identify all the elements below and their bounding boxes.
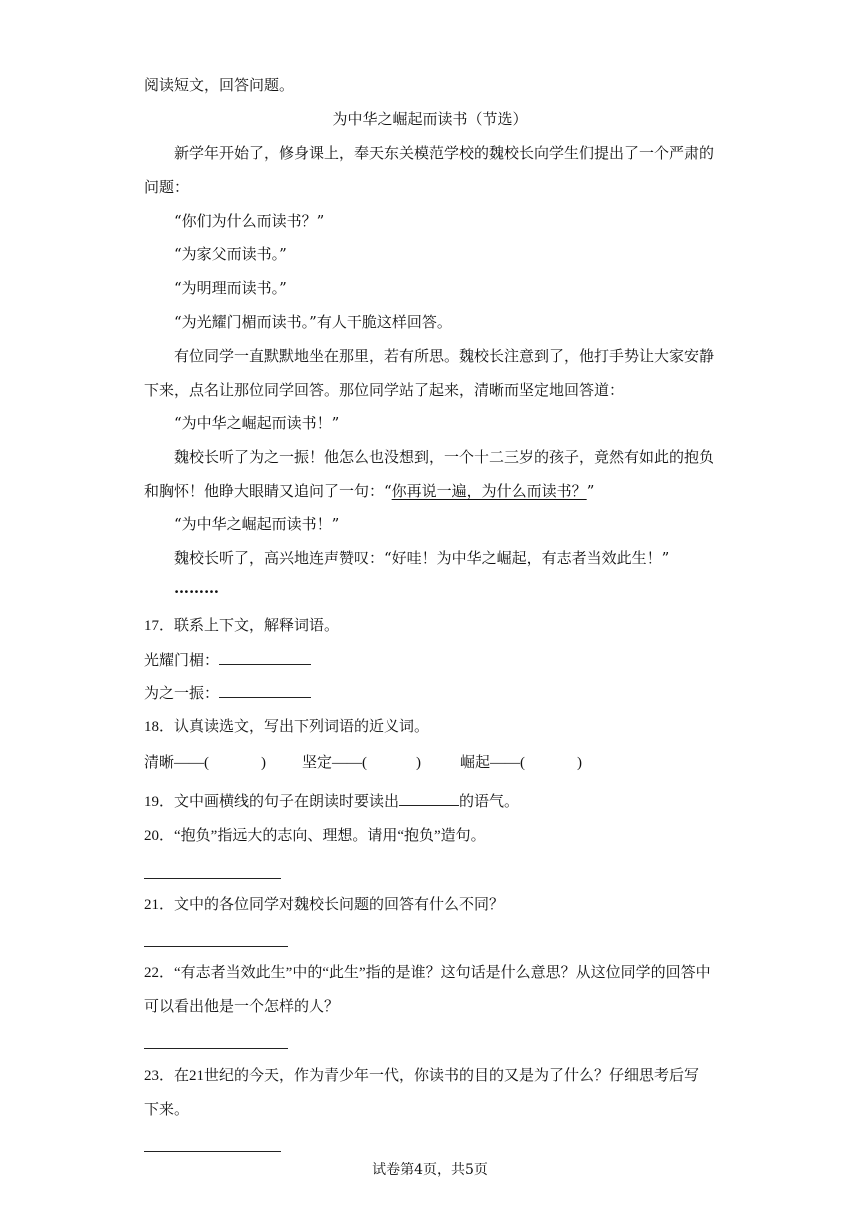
question-18: 18．认真读选文，写出下列词语的近义词。	[144, 719, 430, 735]
paragraph-2-line-1: 有位同学一直默默地坐在那里，若有所思。魏校长注意到了，他打手势让大家安静	[174, 347, 715, 365]
paragraph-3-line-2	[144, 481, 594, 501]
synonym-word-3: 崛起——(	[460, 755, 525, 771]
answer-blank-19[interactable]	[399, 791, 459, 806]
answer-line-23[interactable]	[144, 1150, 281, 1152]
answer-blank-term-2[interactable]	[219, 683, 311, 698]
paragraph-1-line-1: 新学年开始了，修身课上，奉天东关模范学校的魏校长向学生们提出了一个严肃的	[174, 144, 715, 162]
quote-answer-4: “为中华之崛起而读书！”	[174, 414, 340, 432]
quote-answer-2: “为明理而读书。”	[174, 279, 287, 297]
synonym-item-3	[460, 753, 582, 773]
synonym-word-2: 坚定——(	[302, 755, 367, 771]
quote-answer-3: “为光耀门楣而读书。”有人干脆这样回答。	[174, 313, 452, 331]
quote-question: “你们为什么而读书？”	[174, 212, 325, 230]
question-23-line-2: 下来。	[144, 1102, 190, 1118]
quote-answer-5: “为中华之崛起而读书！”	[174, 515, 340, 533]
paragraph-3-text: 和胸怀！他睁大眼睛又追问了一句：“	[144, 482, 392, 500]
question-17-term-2	[144, 683, 311, 704]
question-20: 20．“抱负”指远大的志向、理想。请用“抱负”造句。	[144, 828, 486, 844]
ellipsis: ………	[174, 579, 219, 597]
question-22-line-2: 可以看出他是一个怎样的人？	[144, 999, 340, 1015]
question-19-tail: 的语气。	[459, 794, 520, 810]
question-22-line-1: 22．“有志者当效此生”中的“此生”指的是谁？这句话是什么意思？从这位同学的回答中	[144, 965, 711, 981]
question-21: 21．文中的各位同学对魏校长问题的回答有什么不同？	[144, 897, 505, 913]
term-2-label: 为之一振：	[144, 686, 220, 702]
paragraph-2-line-2: 下来，点名让那位同学回答。那位同学站了起来，清晰而坚定地回答道：	[144, 381, 625, 399]
synonym-word-1: 清晰——(	[144, 755, 209, 771]
synonym-close-2: )	[416, 755, 421, 771]
synonym-item-1	[144, 753, 266, 773]
answer-line-22[interactable]	[144, 1047, 288, 1049]
closing-quote: ”	[586, 482, 595, 500]
answer-blank-term-1[interactable]	[219, 650, 311, 665]
term-1-label: 光耀门楣：	[144, 653, 220, 669]
quote-answer-1: “为家父而读书。”	[174, 245, 287, 263]
question-23-line-1: 23．在21世纪的今天，作为青少年一代，你读书的目的又是为了什么？仔细思考后写	[144, 1068, 700, 1084]
page-number-footer: 试卷第4页，共5页	[372, 1162, 488, 1178]
synonym-close-3: )	[577, 755, 582, 771]
answer-line-20[interactable]	[144, 877, 281, 879]
question-19	[144, 791, 519, 812]
answer-line-21[interactable]	[144, 945, 288, 947]
synonym-item-2	[302, 753, 421, 773]
passage-title: 为中华之崛起而读书（节选）	[332, 110, 528, 128]
paragraph-4: 魏校长听了，高兴地连声赞叹：“好哇！为中华之崛起，有志者当效此生！”	[174, 549, 670, 567]
underlined-sentence: 你再说一遍，为什么而读书？	[391, 482, 587, 500]
paragraph-3-line-1: 魏校长听了为之一振！他怎么也没想到，一个十二三岁的孩子，竟然有如此的抱负	[174, 448, 715, 466]
reading-instruction: 阅读短文，回答问题。	[144, 76, 295, 94]
question-19-text: 19．文中画横线的句子在朗读时要读出	[144, 794, 400, 810]
question-17-term-1	[144, 650, 311, 671]
question-17: 17．联系上下文，解释词语。	[144, 618, 340, 634]
paragraph-1-line-2: 问题：	[144, 178, 190, 196]
synonym-close-1: )	[261, 755, 266, 771]
